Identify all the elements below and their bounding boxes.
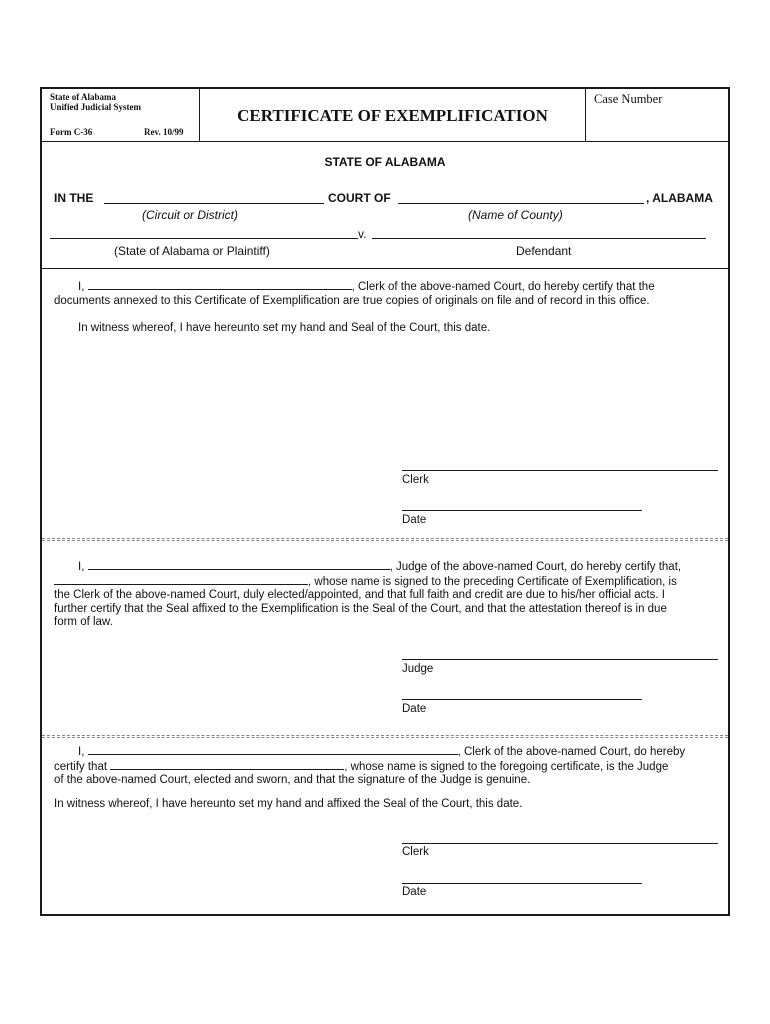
judge-signature-label: Judge bbox=[402, 663, 434, 675]
final-clerk-text-line-3: of the above-named Court, elected and sworn, and that the signature of the Judge is genuine. bbox=[54, 774, 531, 786]
final-clerk-witness-text: In witness whereof, I have hereunto set my hand and affixed the Seal of the Court, this date. bbox=[54, 798, 523, 810]
final-clerk-date-label: Date bbox=[402, 886, 427, 898]
final-clerk-date-line[interactable] bbox=[402, 883, 642, 884]
defendant-field[interactable] bbox=[372, 238, 706, 239]
clerk-signature-line[interactable] bbox=[402, 470, 718, 471]
judge-text-line-5: form of law. bbox=[54, 616, 113, 628]
versus-label: v. bbox=[358, 227, 367, 241]
judge-certification-section bbox=[42, 542, 728, 735]
certificate-form bbox=[40, 87, 730, 916]
clerk-certification-section bbox=[42, 270, 728, 538]
county-field[interactable] bbox=[398, 203, 644, 204]
in-the-label: IN THE bbox=[54, 191, 94, 205]
court-type-field[interactable] bbox=[104, 203, 324, 204]
clerk-witness-text: In witness whereof, I have hereunto set my hand and Seal of the Court, this date. bbox=[78, 322, 491, 334]
clerk-name-field[interactable] bbox=[88, 280, 352, 290]
judge-text-line-4: further certify that the Seal affixed to the Exemplification is the Seal of the Court, and that the attestation thereof is in due bbox=[54, 602, 667, 615]
final-clerk-signature-line[interactable] bbox=[402, 843, 718, 844]
clerk-text-line-2: documents annexed to this Certificate of Exemplification are true copies of originals on file and of record in this office. bbox=[54, 294, 650, 307]
court-of-label: COURT OF bbox=[328, 191, 391, 205]
plaintiff-field[interactable] bbox=[50, 238, 358, 239]
clerk-intro: I, bbox=[78, 281, 85, 293]
clerk-date-label: Date bbox=[402, 514, 427, 526]
clerk-signature-label: Clerk bbox=[402, 474, 429, 486]
judge-text-line-2: , whose name is signed to the preceding Certificate of Exemplification, is bbox=[308, 575, 677, 588]
judge-certification-text bbox=[54, 560, 722, 630]
form-info-box bbox=[42, 89, 200, 142]
judge-text-line-3: the Clerk of the above-named Court, duly elected/appointed, and that full faith and credit are due to his/her official acts. I bbox=[54, 589, 665, 601]
clerk-certification-text bbox=[54, 280, 722, 308]
org-line-1: State of Alabama bbox=[50, 92, 116, 102]
plaintiff-hint: (State of Alabama or Plaintiff) bbox=[114, 244, 270, 258]
court-type-hint: (Circuit or District) bbox=[142, 208, 238, 222]
case-number-field[interactable] bbox=[588, 107, 728, 141]
form-number: Form C-36 bbox=[50, 127, 93, 137]
state-heading: STATE OF ALABAMA bbox=[324, 155, 446, 169]
judge-date-label: Date bbox=[402, 703, 427, 715]
section-divider bbox=[42, 538, 728, 541]
case-caption bbox=[42, 143, 728, 269]
clerk-text-line-1: , Clerk of the above-named Court, do hereby certify that the bbox=[351, 281, 655, 293]
final-clerk-text-line-2b: , whose name is signed to the foregoing certificate, is the Judge bbox=[344, 760, 669, 773]
form-title: CERTIFICATE OF EXEMPLIFICATION bbox=[200, 89, 586, 142]
county-hint: (Name of County) bbox=[468, 208, 563, 222]
final-clerk-certification-section bbox=[42, 739, 728, 914]
judge-intro: I, bbox=[78, 561, 85, 573]
final-clerk-certification-text bbox=[54, 745, 722, 788]
clerk-date-line[interactable] bbox=[402, 510, 642, 511]
org-line-2: Unified Judicial System bbox=[50, 102, 142, 112]
final-clerk-text-line-1: , Clerk of the above-named Court, do hereby bbox=[457, 746, 686, 758]
case-number-label: Case Number bbox=[594, 92, 663, 106]
final-clerk-signature-label: Clerk bbox=[402, 846, 429, 858]
defendant-label: Defendant bbox=[516, 244, 572, 258]
judge-date-line[interactable] bbox=[402, 699, 642, 700]
judge-named-field[interactable] bbox=[110, 760, 344, 770]
final-clerk-intro: I, bbox=[78, 746, 85, 758]
form-revision: Rev. 10/99 bbox=[144, 127, 184, 137]
alabama-label: , ALABAMA bbox=[646, 191, 713, 205]
clerk-named-field[interactable] bbox=[54, 575, 308, 585]
section-divider bbox=[42, 735, 728, 738]
final-clerk-text-line-2a: certify that bbox=[54, 760, 108, 773]
final-clerk-name-field[interactable] bbox=[88, 745, 458, 755]
judge-text-line-1: , Judge of the above-named Court, do hereby certify that, bbox=[389, 561, 682, 573]
judge-name-field[interactable] bbox=[88, 560, 390, 570]
judge-signature-line[interactable] bbox=[402, 659, 718, 660]
